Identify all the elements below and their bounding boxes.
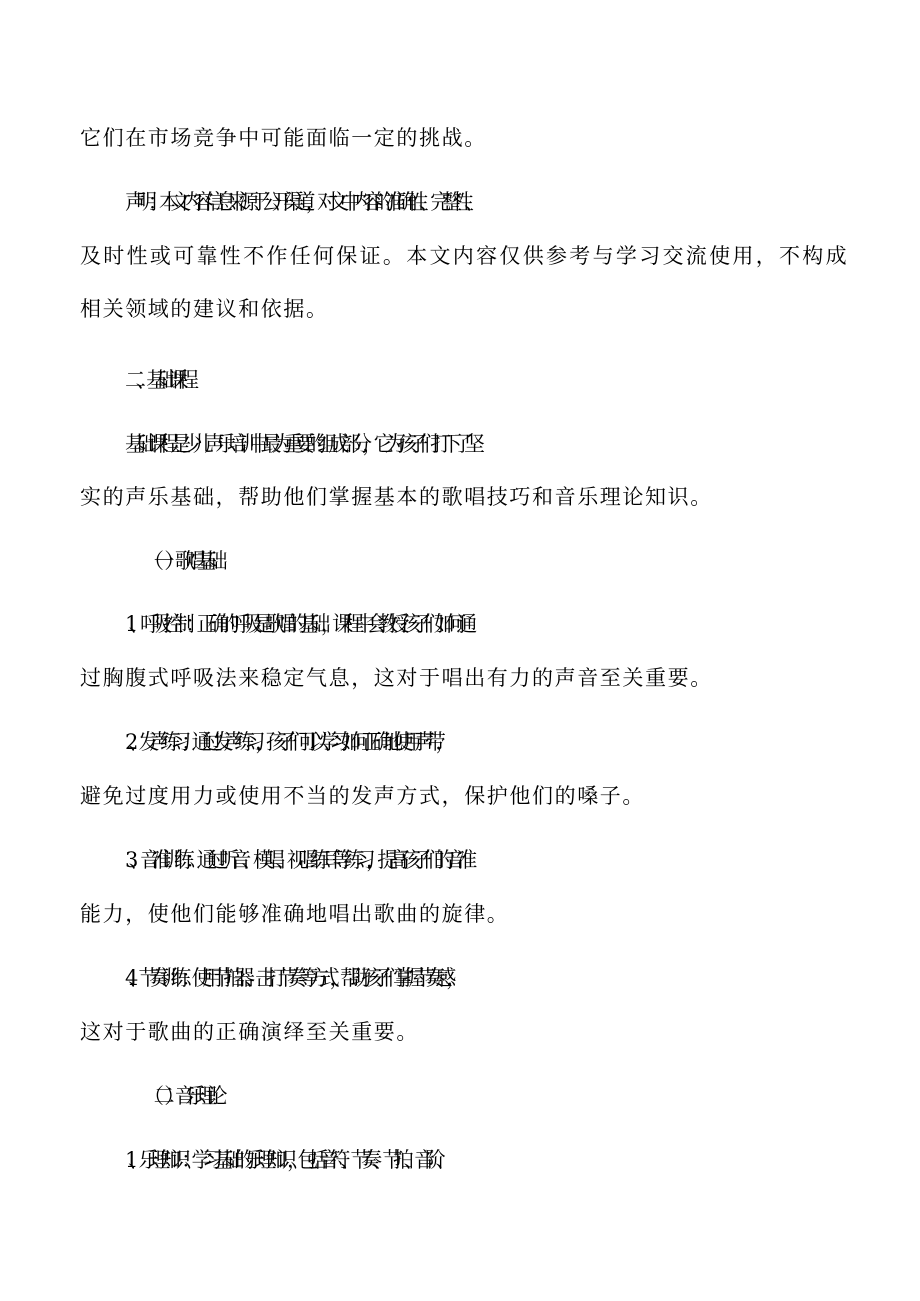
item-1-line-2: 过胸腹式呼吸法来稳定气息，这对于唱出有力的声音至关重要。 <box>80 666 713 690</box>
intro-line-2: 实的声乐基础，帮助他们掌握基本的歌唱技巧和音乐理论知识。 <box>80 485 713 509</box>
item-4-line-1: 4、节奏训练：使用节拍器、击打节奏等方式，帮助孩子们掌握节奏感， <box>125 966 457 990</box>
theory-item-1-line-1: 1、乐理知识：学习基础的乐理知识，包括音符、节奏、节拍、音阶、 <box>125 1148 446 1172</box>
disclaimer-line-3: 相关领域的建议和依据。 <box>80 297 329 321</box>
section-heading: 二、基础课程 <box>125 368 189 392</box>
disclaimer-line-1: 声明：本文内容信息来源于公开渠道，对文中内容的准确性、完整性、 <box>125 190 476 214</box>
item-3-line-1: 3、音准训练：通过听音、模唱、视唱练耳等练习，提高孩子们的音准 <box>125 848 468 872</box>
subsection-heading-1: （一）歌唱基础 <box>143 549 218 573</box>
subsection-heading-2: （二）音乐理论 <box>143 1084 218 1108</box>
item-3-line-2: 能力，使他们能够准确地唱出歌曲的旋律。 <box>80 902 510 926</box>
item-2-line-2: 避免过度用力或使用不当的发声方式，保护他们的嗓子。 <box>80 784 645 808</box>
paragraph-line-1: 它们在市场竞争中可能面临一定的挑战。 <box>80 126 487 150</box>
item-1-line-1: 1、呼吸控制：正确的呼吸是歌唱的基础，课程中会教授孩子们如何通 <box>125 612 468 636</box>
intro-line-1: 基础课程是少儿声乐培训中最为重要的组成部分，它为孩子们打下了坚 <box>125 432 476 456</box>
disclaimer-line-2: 及时性或可靠性不作任何保证。本文内容仅供参考与学习交流使用，不构成 <box>80 244 849 268</box>
item-4-line-2: 这对于歌曲的正确演绎至关重要。 <box>80 1020 419 1044</box>
item-2-line-1: 2、发声练习：通过发声练习，孩子们可以学习如何正确地使用声带， <box>125 730 446 754</box>
